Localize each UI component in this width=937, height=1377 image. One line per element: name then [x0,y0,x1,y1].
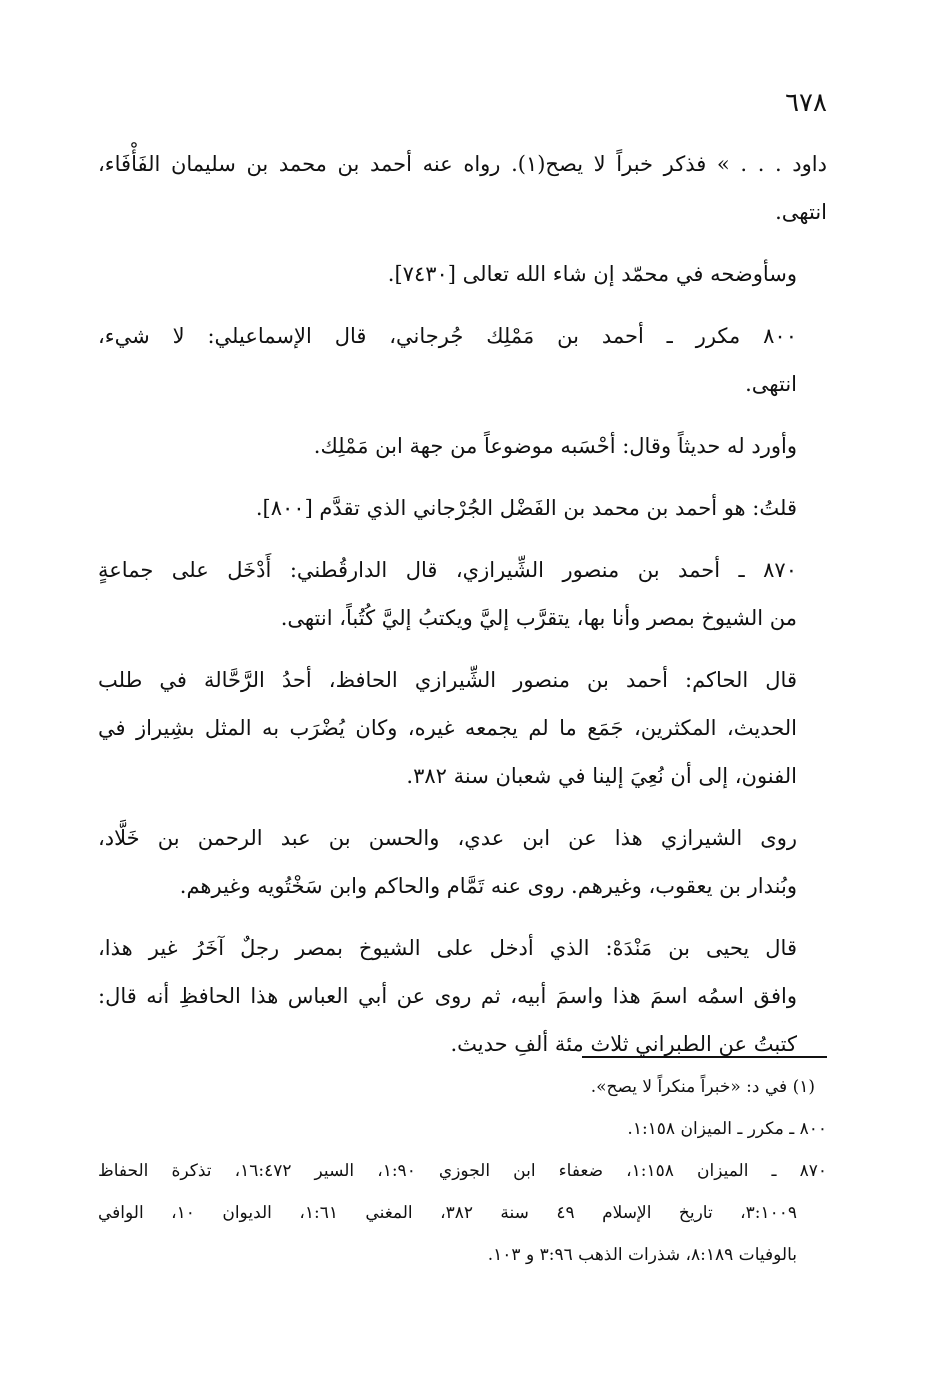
text-line: وبُندار بن يعقوب، وغيرهم. روى عنه تَمَّام والحاكم وابن سَخْتُويه وغيرهم. [179,874,797,898]
entry-800-repeated [98,312,827,408]
footnote-1 [98,1066,827,1108]
paragraph-al-hakim-quote [98,656,827,800]
text-line: وافق اسمُه اسمَ هذا واسمَ أبيه، ثم روى عن أبي العباس هذا الحافظِ أنه قال: [98,984,797,1008]
main-text [98,140,827,1082]
paragraph-hadith-remark [98,422,827,470]
text-line: من الشيوخ بمصر وأنا بها، يتقرَّب إليَّ ويكتبُ إليَّ كُتُباً، انتهى. [280,606,797,630]
text-line: الفنون، إلى أن نُعِيَ إلينا في شعبان سنة ٣٨٢. [406,764,797,788]
entry-870 [98,546,827,642]
text-line: قال الحاكم: أحمد بن منصور الشِّيرازي الحافظ، أحدُ الرَّحَّالة في طلب [98,668,797,692]
text-line: داود . . . » فذكر خبراً لا يصح(١). رواه عنه أحمد بن محمد بن سليمان الفَأْفَاء، [98,152,827,176]
text-line: ٨٧٠ ـ أحمد بن منصور الشِّيرازي، قال الدارقُطني: أَدْخَل على جماعةٍ [98,558,797,582]
paragraph-continuation-dawud [98,140,827,236]
footnote-800-source [98,1108,827,1150]
text-line: قال يحيى بن مَنْدَهْ: الذي أدخل على الشيوخ بمصر رجلٌ آخَرُ غير هذا، [98,936,797,960]
text-line: قلتُ: هو أحمد بن محمد بن الفَضْل الجُرْجاني الذي تقدَّم [٨٠٠]. [255,496,797,520]
footnote-line: بالوفيات ٨:١٨٩، شذرات الذهب ٣:٩٦ و ١٠٣. [487,1245,797,1265]
page-number: ٦٧٨ [785,88,827,118]
text-line: انتهى. [745,372,797,396]
text-line: الحديث، المكثرين، جَمَع ما لم يجمعه غيره، وكان يُضْرَب به المثل بشِيراز في [98,716,797,740]
paragraph-yahya-ibn-mandah [98,924,827,1068]
footnote-line: ٨٠٠ ـ مكرر ـ الميزان ١:١٥٨. [627,1119,827,1139]
footnote-line: (١) في د: «خبراً منكراً لا يصح». [590,1077,815,1097]
text-line: ٨٠٠ مكرر ـ أحمد بن مَمْلِك جُرجاني، قال الإسماعيلي: لا شيء، [98,324,797,348]
text-line: وأورد له حديثاً وقال: أحْسَبه موضوعاً من جهة ابن مَمْلِك. [313,434,797,458]
text-line: انتهى. [775,200,827,224]
text-line: كتبتُ عن الطبراني ثلاث مئة ألفِ حديث. [450,1032,797,1056]
footnote-line: ٨٧٠ ـ الميزان ١:١٥٨، ضعفاء ابن الجوزي ١:٩٠، السير ١٦:٤٧٢، تذكرة الحفاظ [98,1161,827,1181]
paragraph-clarification-note [98,250,827,298]
footnote-divider [582,1056,827,1058]
paragraph-narrators [98,814,827,910]
footnote-line: ٣:١٠٠٩، تاريخ الإسلام ٤٩ سنة ٣٨٢، المغني ١:٦١، الديوان ١٠، الوافي [98,1203,798,1223]
text-line: روى الشيرازي هذا عن ابن عدي، والحسن بن عبد الرحمن بن خَلَّاد، [98,826,797,850]
footnotes [98,1066,827,1276]
paragraph-author-comment [98,484,827,532]
footnote-870-sources [98,1150,827,1276]
text-line: وسأوضحه في محمّد إن شاء الله تعالى [٧٤٣٠]. [387,262,797,286]
